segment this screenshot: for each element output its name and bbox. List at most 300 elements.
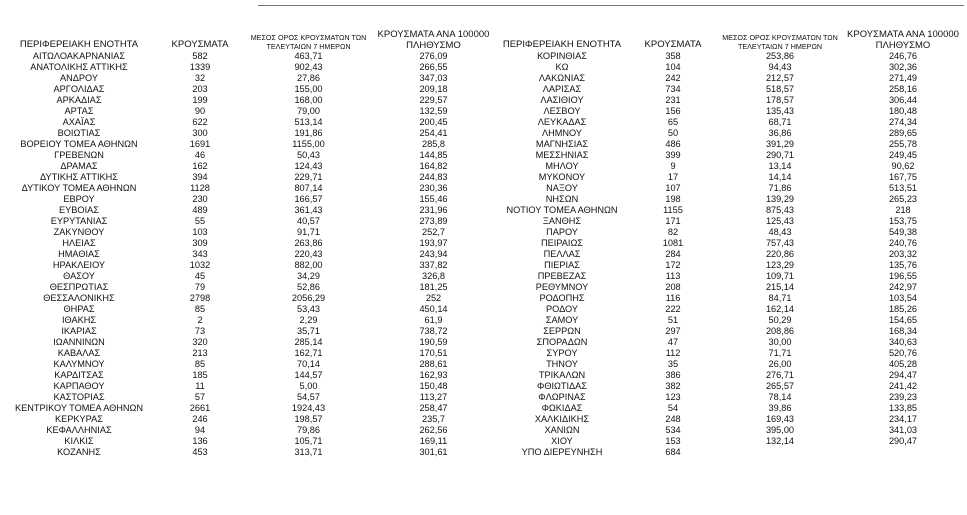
- cell-per-100k: 258,16: [888, 84, 918, 94]
- cell-cases: 136: [192, 436, 208, 446]
- cell-region: ΣΥΡΟΥ: [546, 348, 578, 358]
- cell-cases: 65: [667, 117, 679, 127]
- cell-per-100k: 254,41: [419, 128, 448, 138]
- cell-per-100k: 341,03: [888, 425, 918, 435]
- cell-region: ΒΟΡΕΙΟΥ ΤΟΜΕΑ ΑΘΗΝΩΝ: [20, 139, 138, 149]
- cell-per-100k: 738,72: [419, 326, 448, 336]
- cell-avg-7d: 198,57: [294, 414, 323, 424]
- table-row: [4, 249, 496, 260]
- table-row: [4, 370, 496, 381]
- cell-per-100k: 167,75: [888, 172, 918, 182]
- cell-per-100k: 218: [895, 205, 911, 215]
- cell-per-100k: 103,54: [888, 293, 918, 303]
- cell-per-100k: 347,03: [419, 73, 448, 83]
- cell-avg-7d: 30,00: [768, 337, 792, 347]
- cell-per-100k: 234,17: [888, 414, 918, 424]
- cell-region: ΙΚΑΡΙΑΣ: [61, 326, 97, 336]
- cell-per-100k: 61,9: [424, 315, 443, 325]
- cell-per-100k: 229,57: [419, 95, 448, 105]
- cell-region: ΗΡΑΚΛΕΙΟΥ: [52, 260, 106, 270]
- cell-per-100k: 262,56: [419, 425, 448, 435]
- cell-region: ΜΕΣΣΗΝΙΑΣ: [535, 150, 589, 160]
- table-row: [496, 326, 964, 337]
- table-header-row: [4, 24, 496, 51]
- cell-region: ΡΟΔΟΠΗΣ: [539, 293, 585, 303]
- cell-per-100k: 231,96: [419, 205, 448, 215]
- table-row: [4, 348, 496, 359]
- table-row: [4, 326, 496, 337]
- cell-avg-7d: 276,71: [765, 370, 795, 380]
- cell-region: ΑΙΤΩΛΟΑΚΑΡΝΑΝΙΑΣ: [32, 51, 126, 61]
- table-row: [496, 95, 964, 106]
- cell-region: ΑΝΔΡΟΥ: [59, 73, 98, 83]
- cell-per-100k: 266,55: [419, 62, 448, 72]
- cell-per-100k: 133,85: [888, 403, 918, 413]
- table-row: [496, 392, 964, 403]
- cell-cases: 11: [195, 381, 205, 391]
- table-row: [496, 150, 964, 161]
- header-avg-7d: ΜΕΣΟΣ ΟΡΟΣ ΚΡΟΥΣΜΑΤΩΝ ΤΩΝ ΤΕΛΕΥΤΑΙΩΝ 7 ΗΜΕΡΩΝ: [722, 33, 838, 51]
- cell-region: ΛΕΣΒΟΥ: [543, 106, 581, 116]
- cell-region: ΙΘΑΚΗΣ: [61, 315, 97, 325]
- table-row: [496, 425, 964, 436]
- cell-avg-7d: 79,86: [297, 425, 320, 435]
- cell-avg-7d: 208,86: [765, 326, 795, 336]
- cell-cases: 309: [192, 238, 208, 248]
- header-region: ΠΕΡΙΦΕΡΕΙΑΚΗ ΕΝΟΤΗΤΑ: [19, 39, 139, 50]
- cell-avg-7d: 395,00: [765, 425, 795, 435]
- table-row: [4, 216, 496, 227]
- cell-per-100k: 170,51: [419, 348, 448, 358]
- cell-avg-7d: 48,43: [768, 227, 792, 237]
- table-row: [496, 282, 964, 293]
- cell-region: ΘΗΡΑΣ: [63, 304, 95, 314]
- cell-region: ΚΑΡΠΑΘΟΥ: [53, 381, 105, 391]
- cell-region: ΚΑΣΤΟΡΙΑΣ: [53, 392, 105, 402]
- cell-region: ΕΒΡΟΥ: [63, 194, 95, 204]
- table-row: [4, 62, 496, 73]
- cell-per-100k: 132,59: [419, 106, 448, 116]
- cell-avg-7d: 290,71: [765, 150, 795, 160]
- cell-region: ΦΘΙΩΤΙΔΑΣ: [536, 381, 587, 391]
- cell-region: ΝΟΤΙΟΥ ΤΟΜΕΑ ΑΘΗΝΩΝ: [506, 205, 618, 215]
- table-row: [496, 436, 964, 447]
- cell-region: ΗΜΑΘΙΑΣ: [58, 249, 100, 259]
- cell-avg-7d: 162,14: [765, 304, 795, 314]
- table-row: [4, 150, 496, 161]
- cell-per-100k: 209,18: [419, 84, 448, 94]
- cell-cases: 185: [192, 370, 208, 380]
- cell-cases: 103: [192, 227, 208, 237]
- cell-cases: 2: [197, 315, 203, 325]
- table-row: [496, 403, 964, 414]
- cell-per-100k: 230,36: [419, 183, 448, 193]
- cell-cases: 343: [192, 249, 208, 259]
- cell-avg-7d: 166,57: [294, 194, 323, 204]
- table-row: [4, 227, 496, 238]
- cell-per-100k: 249,45: [888, 150, 918, 160]
- cell-per-100k: 135,76: [888, 260, 918, 270]
- cell-region: ΡΟΔΟΥ: [545, 304, 578, 314]
- table-row: [4, 139, 496, 150]
- table-row: [4, 392, 496, 403]
- table-row: [4, 447, 496, 458]
- cell-avg-7d: 35,71: [297, 326, 320, 336]
- cell-per-100k: 169,11: [419, 436, 448, 446]
- cell-region: ΚΑΡΔΙΤΣΑΣ: [54, 370, 104, 380]
- cell-region: ΘΕΣΣΑΛΟΝΙΚΗΣ: [43, 293, 115, 303]
- table-row: [4, 337, 496, 348]
- cell-per-100k: 337,82: [419, 260, 448, 270]
- cell-cases: 2798: [189, 293, 211, 303]
- table-row: [496, 381, 964, 392]
- table-row: [4, 381, 496, 392]
- cell-avg-7d: 215,14: [765, 282, 795, 292]
- cell-region: ΓΡΕΒΕΝΩΝ: [54, 150, 104, 160]
- cell-region: ΚΑΛΥΜΝΟΥ: [53, 359, 105, 369]
- cell-avg-7d: 902,43: [294, 62, 323, 72]
- cell-cases: 486: [665, 139, 681, 149]
- cell-per-100k: 144,85: [419, 150, 448, 160]
- cell-avg-7d: 27,86: [297, 73, 320, 83]
- cell-per-100k: 271,49: [888, 73, 918, 83]
- cell-avg-7d: 463,71: [294, 51, 323, 61]
- cell-per-100k: 241,42: [888, 381, 918, 391]
- cell-region: ΒΟΙΩΤΙΑΣ: [57, 128, 101, 138]
- table-row: [4, 73, 496, 84]
- table-row: [4, 359, 496, 370]
- cell-cases: 489: [192, 205, 208, 215]
- cell-region: ΚΟΖΑΝΗΣ: [57, 447, 101, 457]
- cell-avg-7d: 513,14: [294, 117, 323, 127]
- cell-cases: 2661: [189, 403, 211, 413]
- table-row: [4, 117, 496, 128]
- cell-per-100k: 243,94: [419, 249, 448, 259]
- cell-cases: 208: [665, 282, 681, 292]
- cell-per-100k: 239,23: [888, 392, 918, 402]
- cell-avg-7d: 91,71: [297, 227, 320, 237]
- cell-per-100k: 185,26: [888, 304, 918, 314]
- table-row: [4, 271, 496, 282]
- cell-region: ΑΡΤΑΣ: [64, 106, 94, 116]
- cell-avg-7d: 162,71: [294, 348, 323, 358]
- cell-avg-7d: 229,71: [294, 172, 323, 182]
- table-row: [4, 128, 496, 139]
- cell-cases: 46: [194, 150, 206, 160]
- cell-cases: 1691: [189, 139, 211, 149]
- cell-cases: 57: [194, 392, 206, 402]
- cell-region: ΚΙΛΚΙΣ: [64, 436, 94, 446]
- cell-per-100k: 450,14: [419, 304, 448, 314]
- table-row: [4, 403, 496, 414]
- cell-cases: 199: [192, 95, 208, 105]
- cell-per-100k: 273,89: [419, 216, 448, 226]
- cell-region: ΚΕΦΑΛΛΗΝΙΑΣ: [46, 425, 112, 435]
- cell-per-100k: 155,46: [419, 194, 448, 204]
- cell-cases: 50: [667, 128, 679, 138]
- cell-per-100k: 242,97: [888, 282, 918, 292]
- cell-region: ΦΛΩΡΙΝΑΣ: [538, 392, 586, 402]
- cell-per-100k: 180,48: [888, 106, 918, 116]
- table-header-row: [496, 24, 964, 51]
- table-row: [496, 293, 964, 304]
- cell-cases: 213: [192, 348, 208, 358]
- cell-cases: 116: [665, 293, 681, 303]
- cell-avg-7d: 5,00: [299, 381, 318, 391]
- cell-cases: 82: [667, 227, 679, 237]
- cell-avg-7d: [718, 447, 842, 458]
- cell-region: ΔΥΤΙΚΗΣ ΑΤΤΙΚΗΣ: [40, 172, 118, 182]
- table-row: [496, 172, 964, 183]
- cell-region: ΣΕΡΡΩΝ: [543, 326, 581, 336]
- cell-per-100k: 274,34: [888, 117, 918, 127]
- cell-cases: 107: [665, 183, 681, 193]
- cell-region: ΛΑΣΙΘΙΟΥ: [540, 95, 584, 105]
- cell-cases: 394: [192, 172, 208, 182]
- cell-cases: 1339: [189, 62, 211, 72]
- table-row: [4, 183, 496, 194]
- cell-avg-7d: 391,29: [765, 139, 795, 149]
- cell-cases: 198: [665, 194, 681, 204]
- cell-per-100k: 203,32: [888, 249, 918, 259]
- cell-avg-7d: 178,57: [765, 95, 795, 105]
- table-row: [496, 73, 964, 84]
- cell-cases: 153: [665, 436, 681, 446]
- cell-cases: 112: [665, 348, 681, 358]
- cell-region: ΤΗΝΟΥ: [546, 359, 578, 369]
- table-row: [496, 62, 964, 73]
- right-table-section: [496, 24, 964, 458]
- cell-region: ΤΡΙΚΑΛΩΝ: [538, 370, 586, 380]
- table-row: [496, 249, 964, 260]
- table-row: [496, 227, 964, 238]
- cell-cases: 284: [665, 249, 681, 259]
- cell-per-100k: 113,27: [419, 392, 448, 402]
- cell-region: ΗΛΕΙΑΣ: [62, 238, 96, 248]
- cell-cases: 320: [192, 337, 208, 347]
- cell-per-100k: 306,44: [888, 95, 918, 105]
- cell-per-100k: 168,34: [888, 326, 918, 336]
- cell-region: ΠΙΕΡΙΑΣ: [544, 260, 580, 270]
- table-row: [4, 84, 496, 95]
- cell-region: ΛΗΜΝΟΥ: [541, 128, 583, 138]
- cell-cases: 684: [665, 447, 681, 457]
- cell-region: ΛΑΡΙΣΑΣ: [542, 84, 582, 94]
- cell-per-100k: 252,7: [422, 227, 445, 237]
- cell-cases: 113: [665, 271, 681, 281]
- cell-region: ΙΩΑΝΝΙΝΩΝ: [53, 337, 105, 347]
- header-cases: ΚΡΟΥΣΜΑΤΑ: [171, 39, 229, 50]
- header-per-100k: ΚΡΟΥΣΜΑΤΑ ΑΝΑ 100000 ΠΛΗΘΥΣΜΟ: [847, 29, 959, 51]
- cell-cases: 45: [194, 271, 206, 281]
- table-row: [496, 414, 964, 425]
- cell-avg-7d: 34,29: [297, 271, 320, 281]
- table-row: [4, 205, 496, 216]
- cell-per-100k: 289,65: [888, 128, 918, 138]
- cell-region: ΜΥΚΟΝΟΥ: [538, 172, 586, 182]
- table-body-left: [4, 51, 496, 458]
- table-row: [496, 84, 964, 95]
- cell-cases: 358: [665, 51, 681, 61]
- table-row: [496, 447, 964, 458]
- cell-per-100k: 193,97: [419, 238, 448, 248]
- cell-cases: 104: [665, 62, 681, 72]
- cell-region: ΠΕΙΡΑΙΩΣ: [541, 238, 583, 248]
- cell-avg-7d: 54,57: [297, 392, 320, 402]
- cell-region: ΘΑΣΟΥ: [63, 271, 95, 281]
- cell-cases: 382: [665, 381, 681, 391]
- table-row: [496, 359, 964, 370]
- table-row: [496, 128, 964, 139]
- cell-per-100k: 288,61: [419, 359, 448, 369]
- cell-avg-7d: 132,14: [765, 436, 795, 446]
- cell-region: ΚΩ: [555, 62, 569, 72]
- cell-avg-7d: 52,86: [297, 282, 320, 292]
- cell-avg-7d: 13,14: [768, 161, 792, 171]
- cell-region: ΥΠΟ ΔΙΕΡΕΥΝΗΣΗ: [521, 447, 603, 457]
- cell-region: ΛΑΚΩΝΙΑΣ: [538, 73, 586, 83]
- cell-cases: 734: [665, 84, 681, 94]
- table-row: [4, 414, 496, 425]
- cell-per-100k: 240,76: [888, 238, 918, 248]
- cell-cases: 17: [667, 172, 679, 182]
- table-row: [496, 161, 964, 172]
- cell-avg-7d: 518,57: [765, 84, 795, 94]
- cell-avg-7d: 123,29: [765, 260, 795, 270]
- table-row: [4, 51, 496, 62]
- cell-per-100k: 190,59: [419, 337, 448, 347]
- cell-avg-7d: 168,00: [294, 95, 323, 105]
- cell-cases: 90: [194, 106, 206, 116]
- cell-per-100k: 302,36: [888, 62, 918, 72]
- cell-per-100k: 255,78: [888, 139, 918, 149]
- cell-avg-7d: 105,71: [294, 436, 323, 446]
- cell-region: ΑΡΚΑΔΙΑΣ: [56, 95, 102, 105]
- cell-avg-7d: 71,71: [768, 348, 792, 358]
- table-row: [496, 304, 964, 315]
- cell-cases: 1081: [662, 238, 684, 248]
- cell-cases: 231: [665, 95, 681, 105]
- cell-per-100k: 235,7: [422, 414, 445, 424]
- cell-per-100k: 265,23: [888, 194, 918, 204]
- cell-cases: 230: [192, 194, 208, 204]
- cell-avg-7d: 94,43: [768, 62, 792, 72]
- cell-cases: 582: [192, 51, 208, 61]
- cell-per-100k: 513,51: [888, 183, 918, 193]
- cell-cases: 203: [192, 84, 208, 94]
- cell-avg-7d: 36,86: [768, 128, 792, 138]
- cell-avg-7d: 139,29: [765, 194, 795, 204]
- header-avg-7d: ΜΕΣΟΣ ΟΡΟΣ ΚΡΟΥΣΜΑΤΩΝ ΤΩΝ ΤΕΛΕΥΤΑΙΩΝ 7 ΗΜΕΡΩΝ: [250, 33, 367, 51]
- cell-region: ΚΑΒΑΛΑΣ: [57, 348, 101, 358]
- cell-per-100k: 276,09: [419, 51, 448, 61]
- cell-cases: 222: [665, 304, 681, 314]
- cell-avg-7d: 39,86: [768, 403, 792, 413]
- cell-cases: 94: [194, 425, 206, 435]
- cell-per-100k: 181,25: [419, 282, 448, 292]
- cell-region: ΣΠΟΡΑΔΩΝ: [536, 337, 588, 347]
- cell-cases: 242: [665, 73, 681, 83]
- table-row: [4, 315, 496, 326]
- cell-region: ΚΟΡΙΝΘΙΑΣ: [537, 51, 587, 61]
- cell-region: ΧΑΛΚΙΔΙΚΗΣ: [534, 414, 590, 424]
- table-body-right: [496, 51, 964, 458]
- table-row: [4, 293, 496, 304]
- cell-per-100k: 164,82: [419, 161, 448, 171]
- cell-cases: 32: [194, 73, 206, 83]
- table-row: [4, 282, 496, 293]
- cell-per-100k: 340,63: [888, 337, 918, 347]
- table-row: [496, 348, 964, 359]
- cell-avg-7d: 285,14: [294, 337, 323, 347]
- table-row: [496, 205, 964, 216]
- cell-cases: 73: [194, 326, 206, 336]
- table-row: [496, 238, 964, 249]
- cell-cases: 622: [192, 117, 208, 127]
- cell-avg-7d: 135,43: [765, 106, 795, 116]
- cell-per-100k: 196,55: [888, 271, 918, 281]
- cell-per-100k: [842, 447, 964, 458]
- cell-per-100k: 549,38: [888, 227, 918, 237]
- cell-avg-7d: 124,43: [294, 161, 323, 171]
- cell-region: ΠΕΛΛΑΣ: [543, 249, 581, 259]
- cell-region: ΑΧΑΪΑΣ: [62, 117, 96, 127]
- table-row: [496, 260, 964, 271]
- table-row: [496, 117, 964, 128]
- cell-cases: 246: [192, 414, 208, 424]
- cell-cases: 386: [665, 370, 681, 380]
- table-row: [4, 260, 496, 271]
- table-row: [496, 216, 964, 227]
- cell-avg-7d: 53,43: [297, 304, 320, 314]
- cell-region: ΕΥΒΟΙΑΣ: [59, 205, 99, 215]
- cell-per-100k: 150,48: [419, 381, 448, 391]
- cell-region: ΖΑΚΥΝΘΟΥ: [53, 227, 105, 237]
- cell-region: ΚΕΝΤΡΙΚΟΥ ΤΟΜΕΑ ΑΘΗΝΩΝ: [14, 403, 144, 413]
- cell-avg-7d: 212,57: [765, 73, 795, 83]
- cell-region: ΚΕΡΚΥΡΑΣ: [55, 414, 103, 424]
- cell-region: ΕΥΡΥΤΑΝΙΑΣ: [50, 216, 108, 226]
- cell-avg-7d: 1155,00: [292, 139, 325, 149]
- cell-cases: 1032: [189, 260, 211, 270]
- cell-avg-7d: 125,43: [765, 216, 795, 226]
- cell-avg-7d: 807,14: [294, 183, 323, 193]
- cell-avg-7d: 220,86: [765, 249, 795, 259]
- cell-region: ΣΑΜΟΥ: [545, 315, 579, 325]
- table-row: [4, 436, 496, 447]
- table-row: [4, 194, 496, 205]
- cell-cases: 1155: [663, 205, 683, 215]
- cell-avg-7d: 2056,29: [291, 293, 326, 303]
- cell-avg-7d: 50,29: [768, 315, 792, 325]
- cell-per-100k: 301,61: [419, 447, 448, 457]
- cell-cases: 55: [194, 216, 206, 226]
- table-row: [496, 315, 964, 326]
- cell-per-100k: 285,8: [422, 139, 445, 149]
- cell-avg-7d: 313,71: [294, 447, 323, 457]
- cell-avg-7d: 70,14: [297, 359, 320, 369]
- table-row: [4, 95, 496, 106]
- table-row: [496, 106, 964, 117]
- cell-avg-7d: 361,43: [294, 205, 323, 215]
- cell-per-100k: 258,47: [419, 403, 448, 413]
- table-row: [496, 139, 964, 150]
- cell-avg-7d: 40,57: [297, 216, 320, 226]
- cell-region: ΑΡΓΟΛΙΔΑΣ: [53, 84, 105, 94]
- cell-avg-7d: 265,57: [765, 381, 795, 391]
- cell-avg-7d: 71,86: [768, 183, 792, 193]
- cell-avg-7d: 26,00: [768, 359, 792, 369]
